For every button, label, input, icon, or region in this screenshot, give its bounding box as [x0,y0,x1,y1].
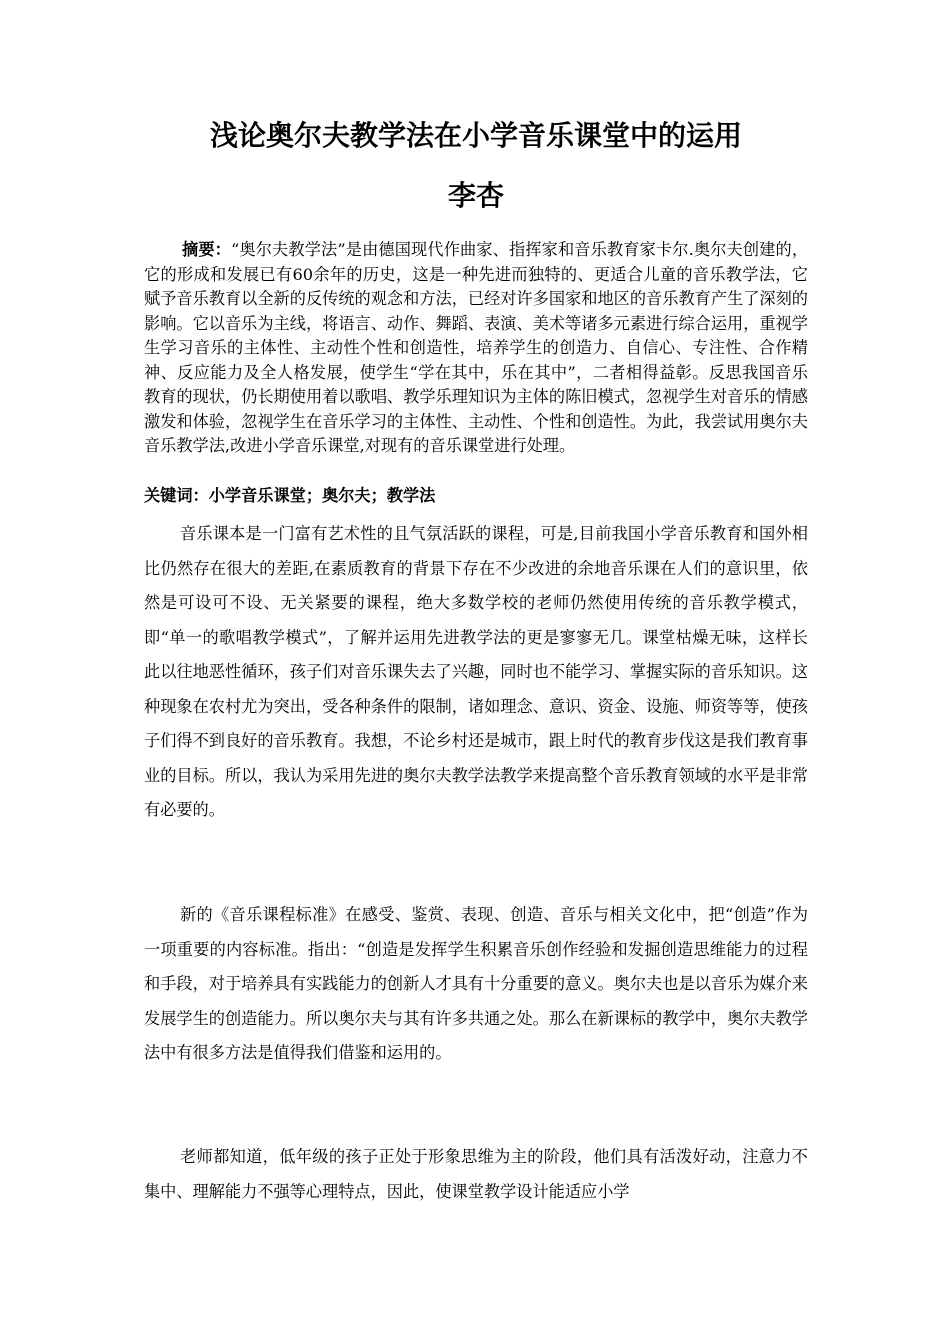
body-paragraph-2: 新的《音乐课程标准》在感受、鉴赏、表现、创造、音乐与相关文化中，把“创造”作为一项重要的内容标准。指出：“创造是发挥学生积累音乐创作经验和发掘创造思维能力的过程和手段，对于培养具有实践能力的创新人才具有十分重要的意义。奥尔夫也是以音乐为媒介来发展学生的创造能力。所以奥尔夫与其有许多共通之处。那么在新课标的教学中，奥尔夫教学法中有很多方法是值得我们借鉴和运用的。 [144,905,808,1062]
abstract-label: 摘要： [182,240,231,259]
body-paragraph-1: 音乐课本是一门富有艺术性的且气氛活跃的课程，可是,目前我国小学音乐教育和国外相比仍然存在很大的差距,在素质教育的背景下存在不少改进的余地音乐课在人们的意识里，依然是可设可不设、无关紧要的课程，绝大多数学校的老师仍然使用传统的音乐教学模式，即“单一的歌唱教学模式”，了解并运用先进教学法的更是寥寥无几。课堂枯燥无味，这样长此以往地恶性循环，孩子们对音乐课失去了兴趣，同时也不能学习、掌握实际的音乐知识。这种现象在农村尤为突出，受各种条件的限制，诸如理念、意识、资金、设施、师资等等，使孩子们得不到良好的音乐教育。我想，不论乡村还是城市，跟上时代的教育步伐这是我们教育事业的目标。所以，我认为采用先进的奥尔夫教学法教学来提高整个音乐教育领域的水平是非常有必要的。 [144,524,808,819]
document-author: 李杏 [447,179,504,212]
abstract-text: “奥尔夫教学法”是由德国现代作曲家、指挥家和音乐教育家卡尔.奥尔夫创建的，它的形成和发展已有60余年的历史，这是一种先进而独特的、更适合儿童的音乐教学法，它赋予音乐教育以全新的反传统的观念和方法，已经对许多国家和地区的音乐教育产生了深刻的影响。它以音乐为主线，将语言、动作、舞蹈、表演、美术等诸多元素进行综合运用，重视学生学习音乐的主体性、主动性个性和创造性，培养学生的创造力、自信心、专注性、合作精神、反应能力及全人格发展，使学生“学在其中，乐在其中”，二者相得益彰。反思我国音乐教育的现状，仍长期使用着以歌唱、教学乐理知识为主体的陈旧模式，忽视学生对音乐的情感激发和体验，忽视学生在音乐学习的主体性、主动性、个性和创造性。为此，我尝试用奥尔夫音乐教学法,改进小学音乐课堂,对现有的音乐课堂进行处理。 [144,240,809,455]
keywords: 关键词：小学音乐课堂；奥尔夫；教学法 [144,486,436,505]
abstract [144,238,808,459]
document-title: 浅论奥尔夫教学法在小学音乐课堂中的运用 [209,119,742,152]
body-paragraph-3: 老师都知道，低年级的孩子正处于形象思维为主的阶段，他们具有活泼好动，注意力不集中、理解能力不强等心理特点，因此，使课堂教学设计能适应小学 [144,1147,808,1201]
